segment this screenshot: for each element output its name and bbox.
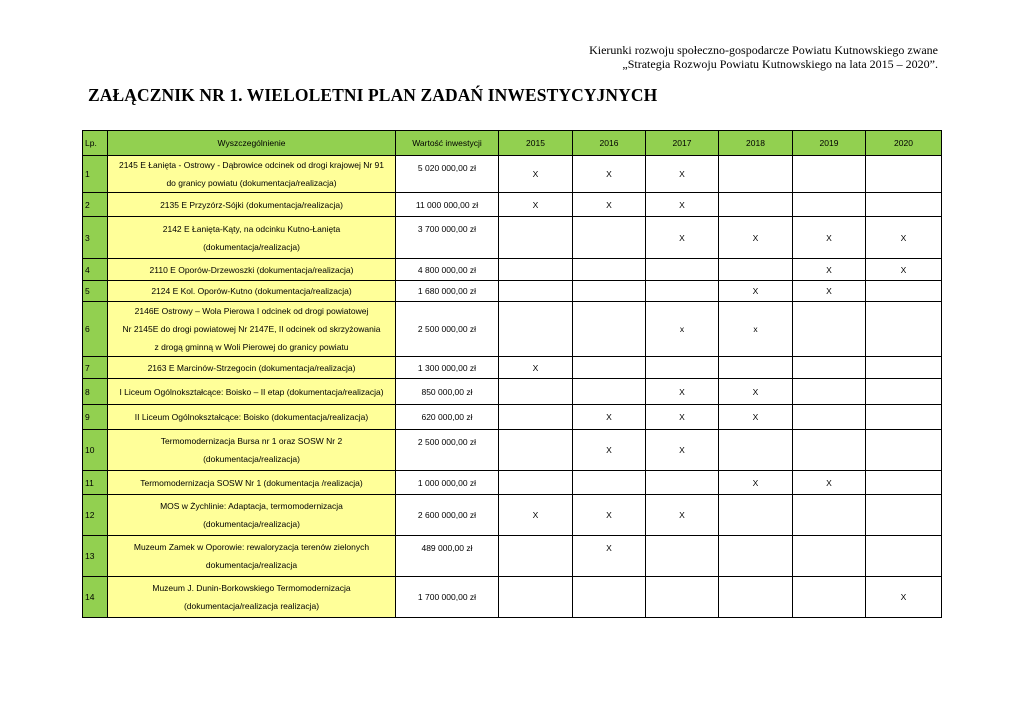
row-number: 4 xyxy=(83,259,108,281)
mark-2017: x xyxy=(646,302,719,357)
header-year-2015: 2015 xyxy=(499,131,573,156)
description-line: MOS w Żychlinie: Adaptacja, termomodernizacja xyxy=(160,501,343,511)
description-line: (dokumentacja/realizacja) xyxy=(203,241,300,252)
mark-2016 xyxy=(573,379,646,405)
row-value: 3 700 000,00 zł xyxy=(396,217,499,259)
mark-2019 xyxy=(793,430,866,471)
description-line: II Liceum Ogólnokształcące: Boisko (dokumentacja/realizacja) xyxy=(134,412,369,422)
mark-2019: X xyxy=(793,471,866,495)
mark-2017: X xyxy=(646,495,719,536)
description-line: Termomodernizacja SOSW Nr 1 (dokumentacja /realizacja) xyxy=(140,477,363,488)
mark-2018 xyxy=(719,495,793,536)
mark-2018 xyxy=(719,259,793,281)
description-line: 2146E Ostrowy – Wola Pierowa I odcinek od drogi powiatowej xyxy=(134,306,369,316)
mark-2017 xyxy=(646,357,719,379)
row-value: 1 000 000,00 zł xyxy=(396,471,499,495)
description-line: dokumentacja/realizacja xyxy=(205,560,298,570)
row-value: 5 020 000,00 zł xyxy=(396,156,499,193)
mark-2016 xyxy=(573,577,646,618)
mark-2019: X xyxy=(793,281,866,302)
table-row xyxy=(83,302,942,357)
description-line: 2163 E Marcinów-Strzegocin (dokumentacja/realizacja) xyxy=(147,362,356,373)
table-row xyxy=(83,405,942,430)
mark-2015 xyxy=(499,259,573,281)
header-year-2016: 2016 xyxy=(573,131,646,156)
description-line: 2145 E Łanięta - Ostrowy - Dąbrowice odcinek od drogi krajowej Nr 91 xyxy=(118,160,385,170)
description-line: Muzeum J. Dunin-Borkowskiego Termomodernizacja xyxy=(152,583,351,593)
row-number: 2 xyxy=(83,193,108,217)
description-line: (dokumentacja/realizacja) xyxy=(203,519,300,529)
header-year-2017: 2017 xyxy=(646,131,719,156)
mark-2015 xyxy=(499,430,573,471)
mark-2018 xyxy=(719,156,793,193)
row-description xyxy=(108,302,396,357)
row-description xyxy=(108,536,396,577)
mark-2019 xyxy=(793,536,866,577)
row-description xyxy=(108,471,396,495)
mark-2015 xyxy=(499,471,573,495)
row-value: 850 000,00 zł xyxy=(396,379,499,405)
row-number: 11 xyxy=(83,471,108,495)
description-line: Termomodernizacja Bursa nr 1 oraz SOSW Nr 2 xyxy=(160,436,343,446)
description-line: (dokumentacja/realizacja) xyxy=(203,454,300,464)
row-number: 7 xyxy=(83,357,108,379)
mark-2019 xyxy=(793,302,866,357)
mark-2017 xyxy=(646,471,719,495)
mark-2017: X xyxy=(646,379,719,405)
mark-2020 xyxy=(866,379,942,405)
row-number: 6 xyxy=(83,302,108,357)
row-description xyxy=(108,193,396,217)
header-note-line-2: „Strategia Rozwoju Powiatu Kutnowskiego na lata 2015 – 2020”. xyxy=(622,57,938,71)
row-description xyxy=(108,259,396,281)
mark-2018: X xyxy=(719,379,793,405)
mark-2020 xyxy=(866,471,942,495)
description-line: do granicy powiatu (dokumentacja/realizacja) xyxy=(166,178,337,188)
mark-2016: X xyxy=(573,405,646,430)
mark-2018: X xyxy=(719,471,793,495)
row-number: 12 xyxy=(83,495,108,536)
mark-2018: x xyxy=(719,302,793,357)
mark-2017: X xyxy=(646,430,719,471)
mark-2017 xyxy=(646,259,719,281)
mark-2019 xyxy=(793,405,866,430)
mark-2016: X xyxy=(573,536,646,577)
mark-2018: X xyxy=(719,217,793,259)
mark-2017: X xyxy=(646,217,719,259)
mark-2018 xyxy=(719,357,793,379)
table-row xyxy=(83,156,942,193)
table-row xyxy=(83,217,942,259)
mark-2015 xyxy=(499,405,573,430)
table-header-row xyxy=(83,131,942,156)
mark-2016 xyxy=(573,357,646,379)
mark-2015 xyxy=(499,302,573,357)
mark-2019 xyxy=(793,193,866,217)
row-value: 2 500 000,00 zł xyxy=(396,302,499,357)
mark-2020 xyxy=(866,495,942,536)
mark-2016 xyxy=(573,302,646,357)
mark-2020 xyxy=(866,302,942,357)
mark-2015: X xyxy=(499,193,573,217)
mark-2016: X xyxy=(573,495,646,536)
row-description xyxy=(108,495,396,536)
mark-2019 xyxy=(793,357,866,379)
mark-2018 xyxy=(719,193,793,217)
row-description xyxy=(108,281,396,302)
mark-2019 xyxy=(793,379,866,405)
mark-2019: X xyxy=(793,217,866,259)
description-line: 2135 E Przyzórz-Sójki (dokumentacja/realizacja) xyxy=(160,199,343,210)
mark-2017 xyxy=(646,536,719,577)
mark-2015 xyxy=(499,217,573,259)
table-row xyxy=(83,495,942,536)
mark-2018: X xyxy=(719,405,793,430)
row-number: 9 xyxy=(83,405,108,430)
table-row xyxy=(83,357,942,379)
mark-2019: X xyxy=(793,259,866,281)
description-line: Muzeum Zamek w Oporowie: rewaloryzacja terenów zielonych xyxy=(133,542,370,552)
mark-2016 xyxy=(573,217,646,259)
table-row xyxy=(83,379,942,405)
mark-2016 xyxy=(573,259,646,281)
mark-2015 xyxy=(499,281,573,302)
mark-2015: X xyxy=(499,357,573,379)
row-description xyxy=(108,577,396,618)
mark-2015: X xyxy=(499,156,573,193)
row-number: 1 xyxy=(83,156,108,193)
row-description xyxy=(108,405,396,430)
page-title: ZAŁĄCZNIK NR 1. WIELOLETNI PLAN ZADAŃ INWESTYCYJNYCH xyxy=(88,85,658,105)
header-note xyxy=(589,43,938,71)
mark-2018 xyxy=(719,536,793,577)
mark-2020 xyxy=(866,281,942,302)
header-year-2019: 2019 xyxy=(793,131,866,156)
mark-2019 xyxy=(793,156,866,193)
description-line: 2124 E Kol. Oporów-Kutno (dokumentacja/realizacja) xyxy=(151,286,352,296)
mark-2015: X xyxy=(499,495,573,536)
mark-2020: X xyxy=(866,577,942,618)
mark-2015 xyxy=(499,536,573,577)
mark-2020 xyxy=(866,156,942,193)
mark-2018: X xyxy=(719,281,793,302)
header-value: Wartość inwestycji xyxy=(396,131,499,156)
row-value: 2 600 000,00 zł xyxy=(396,495,499,536)
header-year-2018: 2018 xyxy=(719,131,793,156)
row-number: 5 xyxy=(83,281,108,302)
row-description xyxy=(108,379,396,405)
mark-2015 xyxy=(499,379,573,405)
table-row xyxy=(83,259,942,281)
mark-2015 xyxy=(499,577,573,618)
row-value: 620 000,00 zł xyxy=(396,405,499,430)
row-description xyxy=(108,156,396,193)
description-line: I Liceum Ogólnokształcące: Boisko – II etap (dokumentacja/realizacja) xyxy=(119,386,384,397)
row-number: 10 xyxy=(83,430,108,471)
mark-2018 xyxy=(719,430,793,471)
mark-2020 xyxy=(866,405,942,430)
row-value: 2 500 000,00 zł xyxy=(396,430,499,471)
row-value: 4 800 000,00 zł xyxy=(396,259,499,281)
mark-2017 xyxy=(646,281,719,302)
mark-2016: X xyxy=(573,430,646,471)
header-description: Wyszczególnienie xyxy=(108,131,396,156)
header-lp: Lp. xyxy=(83,131,108,156)
mark-2017 xyxy=(646,577,719,618)
mark-2020 xyxy=(866,536,942,577)
row-description xyxy=(108,217,396,259)
header-year-2020: 2020 xyxy=(866,131,942,156)
row-description xyxy=(108,430,396,471)
mark-2020: X xyxy=(866,217,942,259)
mark-2018 xyxy=(719,577,793,618)
row-description xyxy=(108,357,396,379)
row-value: 1 700 000,00 zł xyxy=(396,577,499,618)
table-row xyxy=(83,471,942,495)
row-number: 3 xyxy=(83,217,108,259)
row-value: 11 000 000,00 zł xyxy=(396,193,499,217)
mark-2020: X xyxy=(866,259,942,281)
table-row xyxy=(83,536,942,577)
description-line: 2110 E Oporów-Drzewoszki (dokumentacja/realizacja) xyxy=(149,264,354,275)
table-row xyxy=(83,281,942,302)
mark-2020 xyxy=(866,357,942,379)
mark-2020 xyxy=(866,193,942,217)
mark-2016 xyxy=(573,281,646,302)
mark-2016: X xyxy=(573,193,646,217)
mark-2019 xyxy=(793,495,866,536)
row-number: 8 xyxy=(83,379,108,405)
row-value: 489 000,00 zł xyxy=(396,536,499,577)
header-note-line-1: Kierunki rozwoju społeczno-gospodarcze Powiatu Kutnowskiego zwane xyxy=(589,43,938,57)
mark-2017: X xyxy=(646,193,719,217)
description-line: Nr 2145E do drogi powiatowej Nr 2147E, II odcinek od skrzyżowania xyxy=(122,324,381,334)
description-line: z drogą gminną w Woli Pierowej do granicy powiatu xyxy=(154,342,349,352)
mark-2017: X xyxy=(646,405,719,430)
row-number: 14 xyxy=(83,577,108,618)
table-row xyxy=(83,430,942,471)
table-row xyxy=(83,577,942,618)
mark-2017: X xyxy=(646,156,719,193)
table-row xyxy=(83,193,942,217)
investment-plan-table xyxy=(82,130,942,618)
description-line: 2142 E Łanięta-Kąty, na odcinku Kutno-Łanięta xyxy=(162,223,341,234)
row-number: 13 xyxy=(83,536,108,577)
mark-2016: X xyxy=(573,156,646,193)
mark-2019 xyxy=(793,577,866,618)
mark-2016 xyxy=(573,471,646,495)
mark-2020 xyxy=(866,430,942,471)
row-value: 1 300 000,00 zł xyxy=(396,357,499,379)
description-line: (dokumentacja/realizacja realizacja) xyxy=(183,601,320,611)
row-value: 1 680 000,00 zł xyxy=(396,281,499,302)
